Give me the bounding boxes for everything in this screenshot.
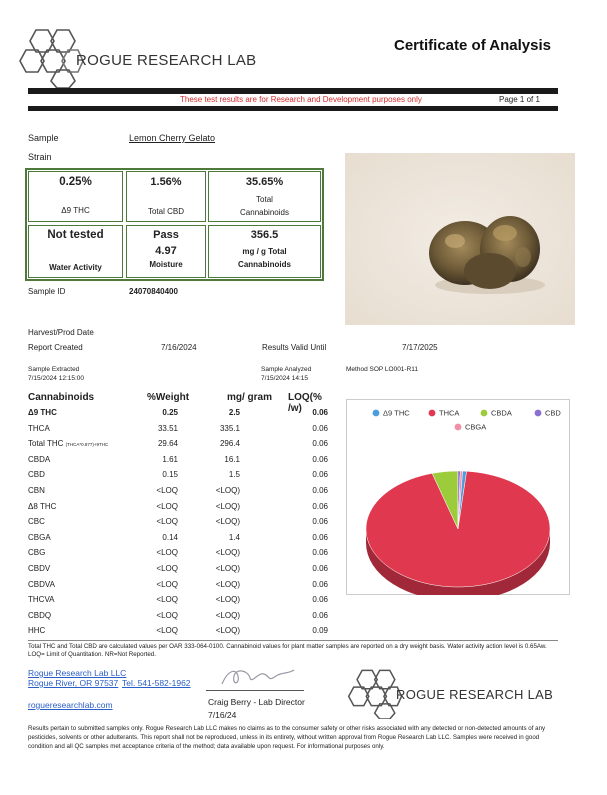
row-mg: 1.5 <box>228 470 240 480</box>
method: Method SOP LO001-R11 <box>346 366 419 373</box>
header-weight: %Weight <box>147 392 190 403</box>
table-row <box>28 439 328 455</box>
extracted-value: 7/15/2024 12:15:00 <box>28 375 85 382</box>
thc-label: Δ9 THC <box>61 206 90 215</box>
moisture-label: Moisture <box>149 260 183 269</box>
strain-name: Lemon Cherry Gelato <box>129 133 216 143</box>
cbd-label: Total CBD <box>147 207 184 216</box>
row-weight: <LOQ <box>156 564 178 573</box>
row-name: CBGA <box>28 532 51 542</box>
valid-until-label: Results Valid Until <box>262 343 327 352</box>
row-mg: 2.5 <box>228 408 240 417</box>
company-link[interactable]: Rogue Research Lab LLC <box>28 668 127 678</box>
legend-marker-d9thc <box>373 410 380 417</box>
moisture-status: Pass <box>153 229 179 241</box>
row-weight: <LOQ <box>156 579 178 589</box>
row-loq: 0.06 <box>312 579 328 589</box>
legend-label-cbd: CBD <box>545 408 561 418</box>
row-mg: <LOQ) <box>215 626 240 636</box>
row-loq: 0.06 <box>312 423 328 433</box>
row-weight: <LOQ <box>156 610 178 620</box>
table-row <box>28 470 328 486</box>
mg-label-2: Cannabinoids <box>238 260 291 269</box>
lab-logo-icon <box>14 26 84 88</box>
row-name: Δ9 THC <box>28 408 57 417</box>
legend-marker-cbd <box>535 410 542 417</box>
footer-note: Total THC and Total CBD are calculated values per OAR 333-064-0100. Cannabinoid values for plant matter samples are reported on a dry weight basis. Water activity action level is 0.65Aw. LOQ= Limit of Quantitation. NR=Not Reported. <box>28 643 547 658</box>
header-loq: LOQ(% /w) <box>288 392 322 414</box>
row-mg: <LOQ) <box>215 517 240 527</box>
row-name: THCVA <box>28 595 55 605</box>
row-loq: 0.06 <box>312 439 328 449</box>
legend-label-cbga: CBGA <box>465 422 487 432</box>
signer: Craig Berry - Lab Director <box>208 697 305 707</box>
row-name: CBD <box>28 470 45 480</box>
row-weight: <LOQ <box>156 548 178 558</box>
row-mg: 296.4 <box>219 439 240 449</box>
table-row <box>28 533 328 549</box>
row-weight: 33.51 <box>157 423 178 433</box>
moisture-value: 4.97 <box>155 245 177 257</box>
row-mg: <LOQ) <box>215 579 240 589</box>
row-name: Δ8 THC <box>28 501 57 511</box>
table-row <box>28 517 328 533</box>
legend-label-d9thc: Δ9 THC <box>383 408 410 418</box>
tel-link[interactable]: Tel. 541-582-1962 <box>122 678 191 688</box>
row-weight: 1.61 <box>162 454 178 464</box>
row-weight: 29.64 <box>157 439 178 449</box>
water-label: Water Activity <box>49 263 102 272</box>
valid-until-value: 7/17/2025 <box>402 343 438 352</box>
strain-label: Strain <box>28 152 52 162</box>
table-row <box>28 580 328 596</box>
header-rule-top <box>28 88 558 94</box>
row-mg: <LOQ) <box>215 595 240 605</box>
row-loq: 0.06 <box>312 486 328 495</box>
row-weight: <LOQ <box>156 501 178 511</box>
row-name: CBG <box>28 548 46 558</box>
lab-name-footer: ROGUE RESEARCH LAB <box>396 687 554 702</box>
row-name: CBN <box>28 486 45 495</box>
website-link[interactable]: rogueresearchlab.com <box>28 700 113 710</box>
report-created-value: 7/16/2024 <box>161 343 197 352</box>
header-cannabinoids: Cannabinoids <box>28 392 95 403</box>
row-mg: 1.4 <box>228 532 240 542</box>
row-mg: <LOQ) <box>215 564 240 573</box>
page-number: Page 1 of 1 <box>499 95 540 104</box>
row-name: CBC <box>28 517 45 527</box>
sample-photo <box>345 153 575 325</box>
analyzed-value: 7/15/2024 14:15 <box>261 375 308 382</box>
footer-disclaimer: Results pertain to submitted samples only. Rogue Research Lab LLC makes no claims as to the consumer safety or other risks associated with any detected or non-detected amounts of any pesticides, solvents or other adulterants. This report shall not be reproduced, unless in its entirety, without written approval from Rogue Research Lab LLC. Samples were received in good condition and all QC samples met acceptance criteria of the method; data available upon request. For informational purposes only. <box>28 725 546 750</box>
sample-label: Sample <box>28 133 59 143</box>
sample-id-label: Sample ID <box>28 287 66 296</box>
table-row <box>28 502 328 518</box>
row-weight: <LOQ <box>156 595 178 605</box>
row-name: CBDVA <box>28 579 55 589</box>
total-label-1: Total <box>256 195 273 204</box>
row-name: CBDV <box>28 564 51 573</box>
row-weight: <LOQ <box>156 626 178 636</box>
address-link[interactable]: Rogue River, OR 97537 <box>28 678 119 688</box>
sign-date: 7/16/24 <box>208 710 237 720</box>
row-mg: <LOQ) <box>215 548 240 558</box>
row-loq: 0.06 <box>312 548 328 558</box>
row-name: CBDQ <box>28 610 52 620</box>
row-loq: 0.06 <box>312 532 328 542</box>
thc-cell <box>28 171 123 222</box>
total-value: 35.65% <box>245 176 284 188</box>
table-row <box>28 611 328 627</box>
legend-label-cbda: CBDA <box>491 408 512 418</box>
table-row <box>28 595 328 611</box>
table-row <box>28 548 328 564</box>
cbd-value: 1.56% <box>150 176 182 188</box>
footer-rule <box>28 640 558 641</box>
legend-marker-thca <box>429 410 436 417</box>
mg-cell <box>208 225 321 278</box>
row-weight: 0.15 <box>162 470 178 480</box>
doc-title: Certificate of Analysis <box>394 37 551 54</box>
harvest-label: Harvest/Prod Date <box>28 328 94 337</box>
legend-marker-cbga <box>455 424 462 431</box>
row-loq: 0.06 <box>312 501 328 511</box>
lab-name-header: ROGUE RESEARCH LAB <box>76 52 257 69</box>
row-weight: <LOQ <box>156 486 178 495</box>
row-mg: 16.1 <box>224 454 240 464</box>
cbd-cell <box>126 171 206 222</box>
table-row <box>28 424 328 440</box>
row-name: HHC <box>28 626 46 636</box>
table-row <box>28 564 328 580</box>
header-mg: mg/ gram <box>227 392 273 403</box>
legend-label-thca: THCA <box>439 408 460 418</box>
row-loq: 0.06 <box>312 454 328 464</box>
table-row <box>28 486 328 502</box>
row-weight: 0.25 <box>162 408 178 417</box>
row-weight: 0.14 <box>162 532 178 542</box>
header-rule-bottom <box>28 106 558 111</box>
thc-value: 0.25% <box>59 176 92 188</box>
legend-marker-cbda <box>481 410 488 417</box>
signature-icon <box>218 664 298 690</box>
total-thc-formula: (THCA*0.877)+9THC <box>65 442 109 448</box>
row-mg: <LOQ) <box>215 486 240 495</box>
report-created-label: Report Created <box>28 343 83 352</box>
row-loq: 0.06 <box>312 564 328 573</box>
moisture-cell <box>126 225 206 278</box>
extracted-label: Sample Extracted <box>28 366 80 373</box>
row-loq: 0.06 <box>312 470 328 480</box>
row-mg: <LOQ) <box>215 501 240 511</box>
row-loq: 0.06 <box>312 595 328 605</box>
row-loq: 0.09 <box>312 626 328 636</box>
row-loq: 0.06 <box>312 610 328 620</box>
row-mg: <LOQ) <box>215 610 240 620</box>
sample-id: 24070840400 <box>129 287 178 296</box>
water-cell <box>28 225 123 278</box>
mg-value: 356.5 <box>250 229 279 241</box>
table-row <box>28 455 328 471</box>
analyzed-label: Sample Analyzed <box>261 366 312 373</box>
pie-chart <box>346 399 570 595</box>
row-loq: 0.06 <box>312 517 328 527</box>
row-name: CBDA <box>28 454 51 464</box>
mg-label-1: mg / g Total <box>242 247 287 256</box>
lab-logo-icon-footer <box>342 667 404 719</box>
rd-disclaimer: These test results are for Research and Development purposes only <box>180 95 422 104</box>
table-row <box>28 408 328 424</box>
total-label-2: Cannabinoids <box>240 208 289 217</box>
water-value: Not tested <box>47 229 104 241</box>
signature-rule <box>206 690 304 691</box>
total-cell <box>208 171 321 222</box>
row-name: THCA <box>28 423 50 433</box>
row-name: Total THC (THCA*0.877)+9THC <box>28 439 109 449</box>
row-mg: 335.1 <box>219 423 240 433</box>
row-weight: <LOQ <box>156 517 178 527</box>
row-loq: 0.06 <box>312 408 328 417</box>
